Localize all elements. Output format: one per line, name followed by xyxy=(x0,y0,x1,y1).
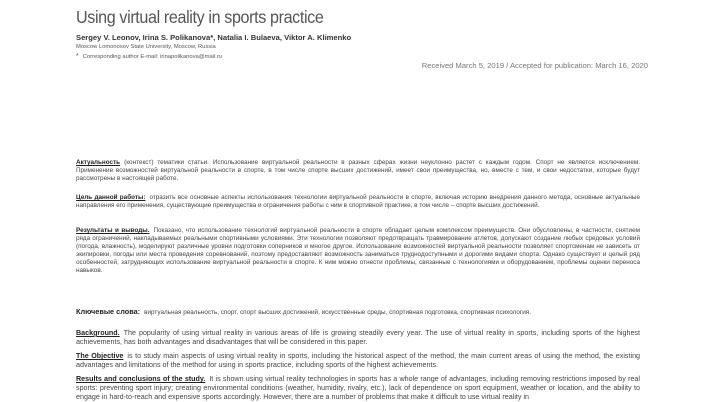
affiliation: Moscow Lomonosov State University, Moscow, Russia xyxy=(76,44,216,50)
asterisk-icon: * xyxy=(76,53,79,60)
keywords-label: Ключевые слова: xyxy=(76,307,141,316)
abstract-results-ru xyxy=(76,227,640,276)
abstract-aim xyxy=(76,194,640,210)
abstract-background xyxy=(76,329,640,347)
objective-label: The Objective xyxy=(76,352,124,360)
abstract-objective xyxy=(76,352,640,370)
results-ru-text: Показано, что использование технологий виртуальной реальности в спорте обладает целым комплексом преимуществ. Они обусловлены, в частности, снятием ряда ограничений, накладываемых реальными спортивными условиями. Эти технологии позволяют предотвращать травмирование атлетов, допускают создание любых средовых условий (погода, влажность), моделируют различные уровни подготовки соперников и многое другое. Использование возможностей виртуальной реальности позволяет спортсменам не зависеть от экипировки, погоды или места проведения соревнований, поэтому предоставляют возможность заниматься труднодоступными и дорогими видами спорта. Однако существует и целый ряд особенностей, затрудняющих использование виртуальной реальности в спорте. К ним можно отнести проблемы, связанные с технологиями и оборудованием, проблемы оценки переноса навыков. xyxy=(76,227,640,275)
background-label: Background. xyxy=(76,329,120,337)
corresponding-email[interactable]: Corresponding author E-mail: irinapolikanova@mail.ru xyxy=(82,54,223,60)
relevance-text: (контекст) тематики статьи. Использование виртуальной реальности в разных сферах жизни неуклонно растет с каждым годом. Спорт не является исключением. Применение возможностей виртуальной реальности в спорте, в том числе спорте высших достижений, имеет свои преимущества, но, вместе с тем, и свои недостатки, которые будут рассмотрены в настоящей работе. xyxy=(76,159,640,183)
aim-text: отразить все основные аспекты использования технологии виртуальной реальности в спорте, включая историю внедрения данного метода, основные актуальные направления его применения, существующие преимущества и ограничения работы с ним в спортивной практике, в том числе – спорте высших достижений. xyxy=(76,194,640,210)
received-dates: Received March 5, 2019 / Accepted for publication: March 16, 2020 xyxy=(421,61,648,70)
abstract-relevance xyxy=(76,159,640,183)
corresponding-author xyxy=(76,53,222,60)
keywords-line xyxy=(76,307,656,316)
results-en-text: It is shown using virtual reality technologies in sports has a whole range of advantages, including removing restrictions imposed by real sports: preventing sport injury; creating environmental conditions (weather, humidity, rivalry, etc.), lack of dependence on sport equipment, weather or location, and the ability to engage in hard-to-reach and expensive sports accordingly. However, there are a number of problems that make it difficult to use virtual reality in xyxy=(76,375,640,401)
keywords-text: виртуальная реальность, спорт, спорт высших достижений, искусственные среды, спортивная подготовка, спортивная психология. xyxy=(144,309,531,316)
background-text: The popularity of using virtual reality in various areas of life is growing steadily every year. The use of virtual reality in sports, including sports of the highest achievements, has both advantages and disadvantages that will be considered in this paper. xyxy=(76,329,640,346)
results-ru-label: Результаты и выводы. xyxy=(76,227,150,234)
author-list: Sergey V. Leonov, Irina S. Polikanova*, Natalia I. Bulaeva, Viktor A. Klimenko xyxy=(76,33,352,42)
relevance-label: Актуальность xyxy=(76,159,121,166)
article-title: Using virtual reality in sports practice xyxy=(76,7,324,27)
results-en-label: Results and conclusions of the study. xyxy=(76,375,206,383)
aim-label: Цель данной работы: xyxy=(76,194,146,201)
abstract-results-en xyxy=(76,375,640,402)
objective-text: is to study main aspects of using virtual reality in sports, including the historical aspect of the method, the main current areas of using the method, the existing advantages and limitations of the method for using in sports practice, including sports of the highest achievements. xyxy=(76,352,641,369)
